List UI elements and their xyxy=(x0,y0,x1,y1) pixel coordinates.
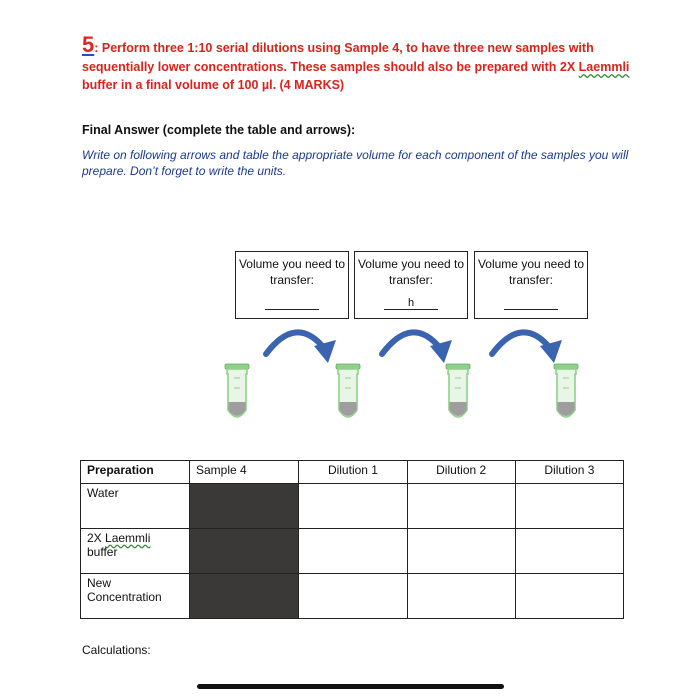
home-indicator[interactable] xyxy=(197,684,504,689)
header-dilution-1: Dilution 1 xyxy=(299,461,407,484)
cell-conc-dilution-1[interactable] xyxy=(299,574,407,619)
cell-conc-dilution-3[interactable] xyxy=(515,574,623,619)
calculations-label: Calculations: xyxy=(82,643,151,657)
tube-sample-4 xyxy=(225,364,249,417)
table-row xyxy=(81,484,624,529)
arrow-3 xyxy=(492,332,562,363)
cell-laemmli-dilution-3[interactable] xyxy=(515,529,623,574)
cell-laemmli-dilution-1[interactable] xyxy=(299,529,407,574)
header-dilution-2: Dilution 2 xyxy=(407,461,515,484)
instruction-text: Write on following arrows and table the appropriate volume for each component of the samples you will prepare. Don’t forget to write the units. xyxy=(82,148,629,178)
preparation-table xyxy=(80,460,624,619)
header-dilution-3: Dilution 3 xyxy=(515,461,623,484)
header-preparation: Preparation xyxy=(81,461,190,484)
question-text: : Perform three 1:10 serial dilutions using Sample 4, to have three new samples with sequentially lower concentrations. These samples should also be prepared with 2X Laemmli buffer in a final volume of 100 µl. (4 MARKS) xyxy=(82,41,630,92)
shaded-cell xyxy=(190,529,299,574)
transfer-box-label: Volume you need to transfer: xyxy=(238,257,346,287)
table-row xyxy=(81,529,624,574)
shaded-cell xyxy=(190,574,299,619)
tube-dilution-1 xyxy=(336,364,360,417)
question-number: 5 xyxy=(82,32,95,57)
transfer-box-label: Volume you need to transfer: xyxy=(357,257,465,287)
header-sample-4: Sample 4 xyxy=(190,461,299,484)
arrow-2 xyxy=(382,332,452,363)
row-label-water: Water xyxy=(81,484,190,529)
laemmli-word: Laemmli xyxy=(578,60,630,74)
cell-water-dilution-1[interactable] xyxy=(299,484,407,529)
final-answer-label: Final Answer (complete the table and arrows): xyxy=(82,123,356,137)
table-row xyxy=(81,574,624,619)
shaded-cell xyxy=(190,484,299,529)
tube-dilution-3 xyxy=(554,364,578,417)
arrow-1 xyxy=(266,332,336,363)
cell-conc-dilution-2[interactable] xyxy=(407,574,515,619)
row-label-laemmli: 2X Laemmli buffer xyxy=(81,529,190,574)
cell-water-dilution-3[interactable] xyxy=(515,484,623,529)
tube-dilution-2 xyxy=(446,364,470,417)
cell-water-dilution-2[interactable] xyxy=(407,484,515,529)
cell-laemmli-dilution-2[interactable] xyxy=(407,529,515,574)
row-label-new-concentration: New Concentration xyxy=(81,574,190,619)
transfer-box-label: Volume you need to transfer: xyxy=(477,257,585,287)
transfer-blank-2[interactable]: h xyxy=(384,297,438,310)
